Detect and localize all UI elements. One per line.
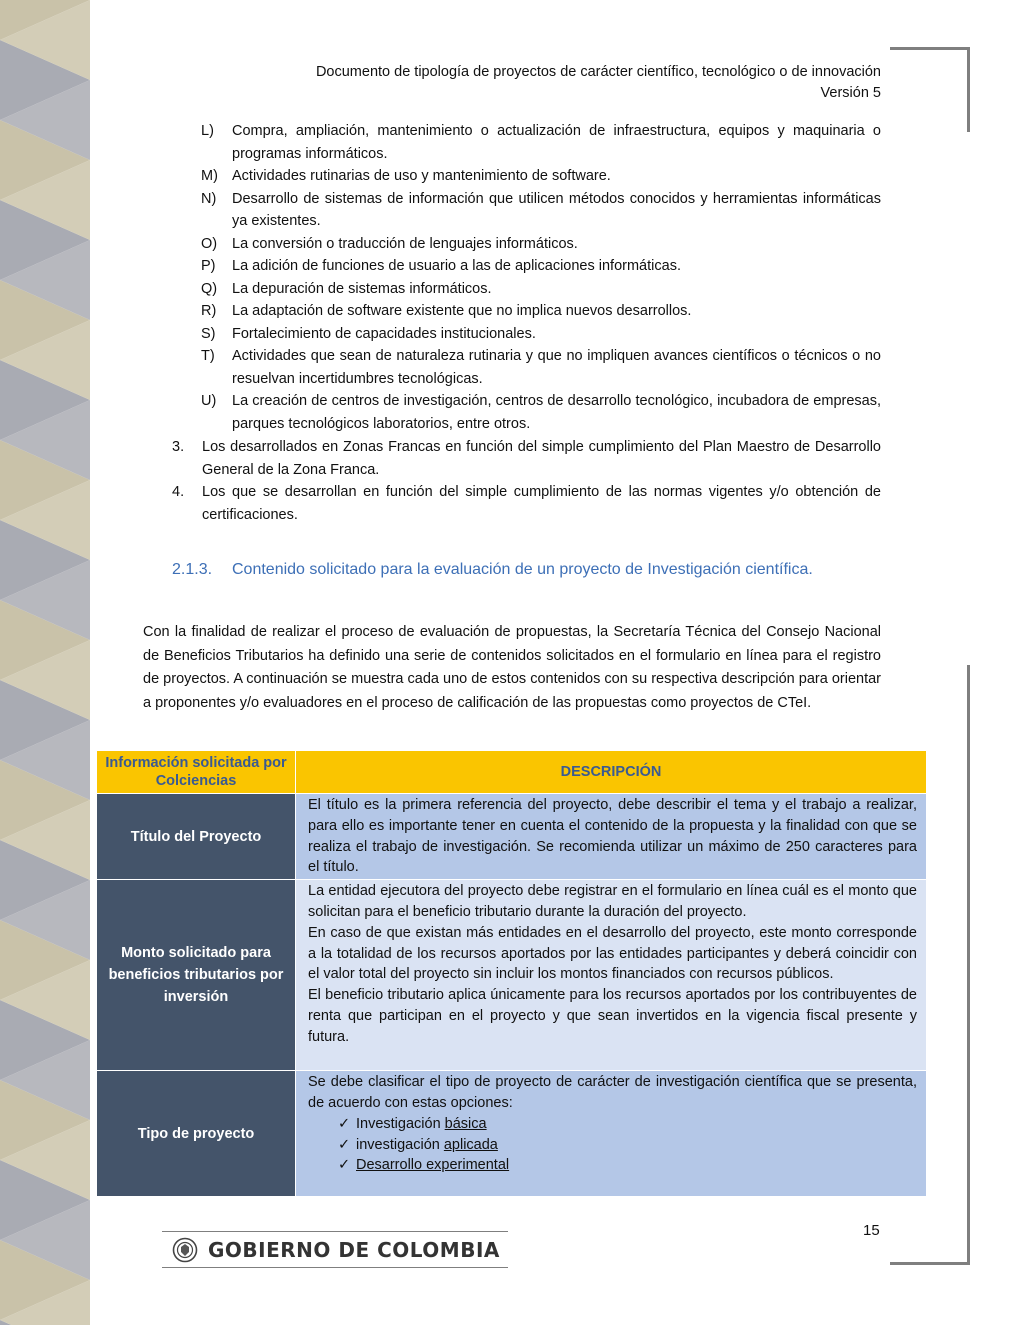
list-marker: O) — [201, 235, 218, 252]
list-text: Fortalecimiento de capacidades institucionales. — [232, 325, 536, 342]
row-label: Monto solicitado para beneficios tributarios por inversión — [97, 880, 296, 1071]
row-description — [296, 794, 927, 880]
option-item — [338, 1155, 917, 1176]
list-text: La depuración de sistemas informáticos. — [232, 280, 492, 297]
list-marker: 4. — [172, 484, 185, 500]
project-type-options — [308, 1114, 917, 1176]
row-description — [296, 880, 927, 1071]
document-version: Versión 5 — [820, 85, 881, 101]
page-frame-right-upper — [967, 47, 970, 132]
list-text: La conversión o traducción de lenguajes informáticos. — [232, 235, 578, 252]
section-heading — [172, 561, 813, 579]
list-item — [201, 188, 881, 233]
page-frame-right-lower — [967, 665, 970, 1265]
list-item — [201, 233, 881, 256]
list-text: La creación de centros de investigación, centros de desarrollo tecnológico, incubadora de empresas, parques tecnológicos laboratorios, entre otros. — [232, 393, 881, 432]
description-paragraph: El título es la primera referencia del proyecto, debe describir el tema y el trabajo a realizar, para ello es importante tener en cuenta el contenido de la propuesta y la finalidad con que se realiza el trabajo de investigación. Se recomienda utilizar un máximo de 250 caracteres para el título. — [308, 797, 917, 876]
colombia-coat-of-arms-icon — [172, 1237, 198, 1263]
decorative-chevron-border — [0, 0, 90, 1325]
table-row — [97, 1071, 927, 1197]
list-marker: M) — [201, 168, 218, 184]
exclusions-sublist — [201, 120, 881, 435]
list-item — [172, 436, 881, 481]
exclusions-list — [172, 436, 881, 526]
list-item — [201, 255, 881, 278]
list-item — [172, 481, 881, 526]
list-marker: U) — [201, 393, 217, 409]
row-label: Título del Proyecto — [97, 794, 296, 880]
description-paragraph: En caso de que existan más entidades en el desarrollo del proyecto, este monto corresponde a la totalidad de los recursos aportados por las entidades participantes y deberá coincidir con el valor total del proyecto sin incluir los montos financiados con recursos públicos. — [308, 924, 917, 983]
list-item — [201, 300, 881, 323]
list-marker: S) — [201, 325, 216, 342]
row-label: Tipo de proyecto — [97, 1071, 296, 1197]
table-row — [97, 794, 927, 880]
list-item — [201, 345, 881, 390]
list-text: Los que se desarrollan en función del simple cumplimiento de las normas vigentes y/o obtención de certificaciones. — [202, 484, 881, 523]
list-marker: 3. — [172, 439, 185, 455]
section-title: Contenido solicitado para la evaluación de un proyecto de Investigación científica. — [232, 561, 813, 578]
option-link[interactable]: aplicada — [443, 1136, 498, 1153]
intro-paragraph: Con la finalidad de realizar el proceso de evaluación de propuestas, la Secretaría Técnica del Consejo Nacional de Beneficios Tributarios ha definido una serie de contenidos solicitados en el formulario en línea para el registro de proyectos. A continuación se muestra cada uno de estos contenidos con su respectiva descripción para orientar a proponentes y/o evaluadores en el proceso de calificación de las propuestas como proyectos de CTeI. — [143, 624, 881, 711]
row-description — [296, 1071, 927, 1197]
list-text: Actividades rutinarias de uso y mantenimiento de software. — [232, 168, 611, 184]
list-text: La adaptación de software existente que no implica nuevos desarrollos. — [232, 303, 692, 319]
list-marker: T) — [201, 348, 215, 364]
description-paragraph: El beneficio tributario aplica únicamente para los recursos aportados por los contribuyentes de renta que participan en el proyecto y que sean invertidos en la vigencia fiscal presente y futura. — [308, 987, 917, 1045]
checkmark-icon: ✓ — [338, 1115, 351, 1132]
content-table — [96, 750, 927, 1197]
list-marker: R) — [201, 303, 217, 319]
option-link[interactable]: básica — [444, 1115, 487, 1132]
footer-brand: GOBIERNO DE COLOMBIA — [208, 1238, 500, 1262]
option-item: ✓ investigación aplicada — [338, 1135, 917, 1156]
page-frame-top — [890, 47, 970, 50]
list-marker: L) — [201, 123, 214, 139]
list-marker: N) — [201, 190, 217, 207]
footer-rule-bottom — [162, 1267, 508, 1268]
option-link[interactable]: Desarrollo experimental — [356, 1157, 510, 1174]
table-row — [97, 880, 927, 1071]
list-marker: P) — [201, 258, 216, 274]
list-text: Desarrollo de sistemas de información que utilicen métodos conocidos y herramientas informáticas ya existentes. — [232, 190, 881, 229]
checkmark-icon: ✓ — [338, 1157, 351, 1174]
list-text: Los desarrollados en Zonas Francas en función del simple cumplimiento del Plan Maestro de Desarrollo General de la Zona Franca. — [202, 439, 881, 478]
page-number: 15 — [863, 1222, 880, 1239]
table-header-row — [97, 751, 927, 794]
list-text: Actividades que sean de naturaleza rutinaria y que no impliquen avances científicos o técnicos o no resuelvan incertidumbres tecnológicas. — [232, 348, 881, 387]
document-header — [316, 62, 881, 104]
list-marker: Q) — [201, 280, 218, 297]
checkmark-icon: ✓ — [338, 1136, 351, 1153]
list-item — [201, 323, 881, 346]
list-item — [201, 120, 881, 165]
page-frame-bottom — [890, 1262, 970, 1265]
footer-rule-top — [162, 1231, 508, 1232]
document-title: Documento de tipología de proyectos de carácter científico, tecnológico o de innovación — [315, 64, 881, 80]
footer-logo — [172, 1235, 500, 1265]
option-item: ✓ Investigación básica — [338, 1114, 917, 1135]
list-text: La adición de funciones de usuario a las de aplicaciones informáticas. — [232, 258, 681, 274]
description-paragraph: La entidad ejecutora del proyecto debe registrar en el formulario en línea cuál es el monto que solicitan para el beneficio tributario durante la duración del proyecto. — [308, 883, 917, 920]
list-item — [201, 390, 881, 435]
section-number: 2.1.3. — [172, 561, 213, 578]
list-text: Compra, ampliación, mantenimiento o actualización de infraestructura, equipos y maquinaria o programas informáticos. — [232, 123, 881, 162]
header-info: Información solicitada por Colciencias — [97, 751, 296, 794]
header-description: DESCRIPCIÓN — [296, 751, 927, 794]
description-paragraph: Se debe clasificar el tipo de proyecto de carácter de investigación científica que se presenta, de acuerdo con estas opciones: — [308, 1074, 917, 1111]
list-item — [201, 278, 881, 301]
list-item — [201, 165, 881, 188]
